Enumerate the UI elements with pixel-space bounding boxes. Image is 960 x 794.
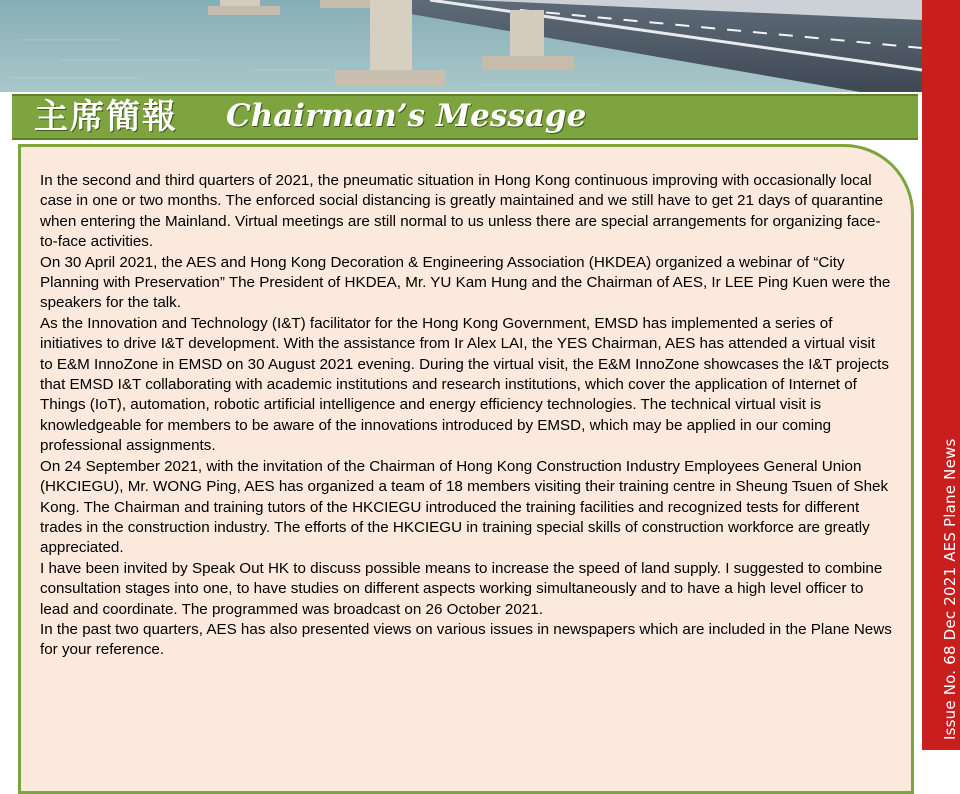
paragraph: On 24 September 2021, with the invitation of the Chairman of Hong Kong Construction Industry Employees General Union (HKCIEGU), Mr. WONG Ping, AES has organized a team of 18 members visiting their training centre in Sheung Tsuen of Shek Kong. The Chairman and training tutors of the HKCIEGU introduced the training facilities and recognized tests for different trades in the construction industry. The efforts of the HKCIEGU in training special skills of construction workforce are greatly appreciated. [40,457,889,557]
title-chinese: 主席簡報 [34,97,178,137]
issue-label: Issue No. 68 Dec 2021 AES Plane News [941,438,959,740]
title-english: Chairman’s Message [226,98,587,134]
paragraph: I have been invited by Speak Out HK to discuss possible means to increase the speed of land supply. I suggested to combine consultation stages into one, to have studies on different aspects working simultaneously and to have a high level officer to lead and coordinate. The programmed was broadcast on 26 October 2021. [40,559,883,618]
paragraph: In the second and third quarters of 2021, the pneumatic situation in Hong Kong continuous improving with occasionally local case in one or two months. The enforced social distancing is greatly maintained and we still have to get 21 days of quarantine when entering the Mainland. Virtual meetings are still normal to us unless there are special arrangements for organizing face-to-face activities. [40,172,884,251]
paragraph: As the Innovation and Technology (I&T) facilitator for the Hong Kong Government, EMSD has implemented a series of initiatives to drive I&T development. With the assistance from Ir Alex LAI, the YES Chairman, AES has attended a virtual visit to E&M InnoZone in EMSD on 30 August 2021 evening. During the virtual visit, the E&M InnoZone showcases the I&T projects that EMSD I&T collaborating with academic institutions and research institutions, which cover the application of Internet of Things (IoT), automation, robotic artificial intelligence and energy efficiency technologies. The technical virtual visit is knowledgeable for members to be aware of the innovations introduced by EMSD, which may be applied in our coming professional assignments. [40,314,889,455]
paragraph: In the past two quarters, AES has also presented views on various issues in newspapers which are included in the Plane News for your reference. [40,620,892,659]
header-photo [0,0,922,92]
title-bar [12,94,918,140]
bridge-photo-illustration [0,0,922,92]
message-body [40,171,892,661]
paragraph: On 30 April 2021, the AES and Hong Kong Decoration & Engineering Association (HKDEA) organized a webinar of “City Planning with Preservation” The President of HKDEA, Mr. YU Kam Hung and the Chairman of AES, Ir LEE Ping Kuen were the speakers for the talk. [40,253,891,312]
